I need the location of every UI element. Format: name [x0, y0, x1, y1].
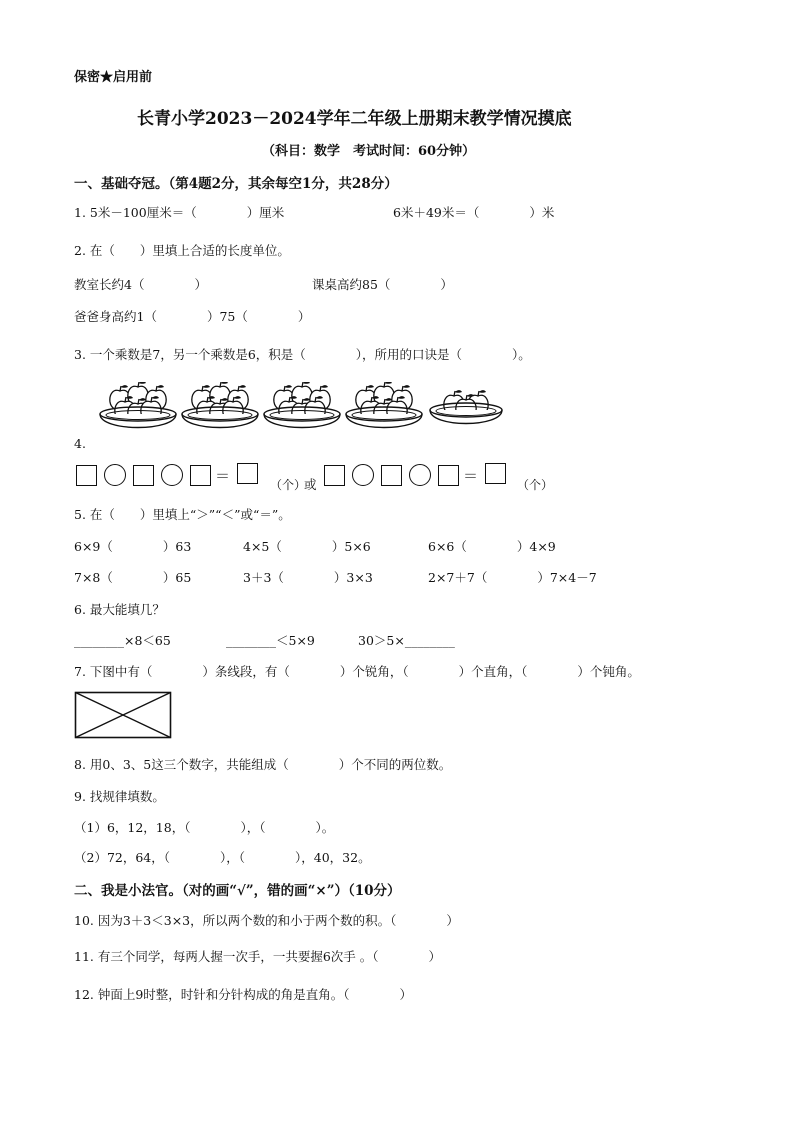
q6-item: 30＞5×________: [358, 633, 455, 648]
answer-box[interactable]: [381, 465, 402, 486]
question-2a: 教室长约4（ ）: [74, 277, 207, 292]
q5-item: 3＋3（ ）3×3: [243, 570, 373, 585]
question-10: 10. 因为3＋3＜3×3，所以两个数的和小于两个数的积。（ ）: [74, 913, 459, 928]
question-6: 6. 最大能填几？: [74, 602, 165, 617]
segment-figure: [74, 691, 172, 739]
section1-heading: 一、基础夺冠。（第4题2分，其余每空1分，共28分）: [74, 176, 398, 192]
q6-item: ________×8＜65: [74, 633, 171, 648]
question-4: 4.: [74, 436, 86, 451]
apple-plate-icon: [100, 382, 176, 428]
question-1b: 6米＋49米＝（ ）米: [393, 205, 555, 220]
answer-box[interactable]: [438, 465, 459, 486]
or-label: 或: [304, 477, 317, 492]
question-2c: 爸爸身高约1（ ）75（ ）: [74, 309, 311, 324]
answer-box[interactable]: [190, 465, 211, 486]
answer-box[interactable]: [237, 463, 258, 484]
unit-label: （个）: [517, 478, 554, 492]
apple-plate-icon: [182, 382, 258, 428]
apple-plates-illustration: [96, 382, 506, 440]
page-title: 长青小学2023－2024学年二年级上册期末教学情况摸底: [137, 109, 572, 129]
question-3: 3. 一个乘数是7，另一个乘数是6，积是（ ），所用的口诀是（ ）。: [74, 347, 531, 362]
question-2b: 课桌高约85（ ）: [312, 277, 453, 292]
operator-circle[interactable]: [161, 464, 183, 486]
question-8: 8. 用0、3、5这三个数字，共能组成（ ）个不同的两位数。: [74, 757, 452, 772]
question-9: 9. 找规律填数。: [74, 789, 165, 804]
equals-sign: ＝: [215, 467, 231, 485]
question-2: 2. 在（ ）里填上合适的长度单位。: [74, 243, 290, 258]
operator-circle[interactable]: [104, 464, 126, 486]
question-11: 11. 有三个同学，每两人握一次手，一共要握6次手 。（ ）: [74, 949, 442, 964]
answer-box[interactable]: [76, 465, 97, 486]
question-5: 5. 在（ ）里填上“＞”“＜”或“＝”。: [74, 507, 291, 522]
question-7: 7. 下图中有（ ）条线段，有（ ）个锐角，（ ）个直角，（ ）个钝角。: [74, 664, 640, 679]
answer-box[interactable]: [485, 463, 506, 484]
q5-item: 6×6（ ）4×9: [428, 539, 556, 554]
equals-sign: ＝: [463, 467, 479, 485]
question-9b: （2）72，64，（ ），（ ），40，32。: [74, 850, 371, 865]
q5-item: 2×7＋7（ ）7×4－7: [428, 570, 597, 585]
q5-item: 7×8（ ）65: [74, 570, 192, 585]
apple-plate-icon: [264, 382, 340, 428]
unit-label: （个）: [270, 478, 307, 492]
confidential-label: 保密★启用前: [74, 70, 153, 85]
apple-plate-icon: [430, 390, 502, 423]
q5-item: 6×9（ ）63: [74, 539, 192, 554]
q6-item: ________＜5×9: [226, 633, 315, 648]
exam-subtitle: （科目：数学 考试时间：60分钟）: [262, 144, 476, 159]
question-1a: 1. 5米－100厘米＝（ ）厘米: [74, 205, 285, 220]
question-12: 12. 钟面上9时整，时针和分针构成的角是直角。（ ）: [74, 987, 413, 1002]
operator-circle[interactable]: [352, 464, 374, 486]
q5-item: 4×5（ ）5×6: [243, 539, 371, 554]
section2-heading: 二、我是小法官。（对的画“√”，错的画“×”）（10分）: [74, 883, 401, 899]
answer-box[interactable]: [324, 465, 345, 486]
apple-plate-icon: [346, 382, 422, 428]
question-9a: （1）6，12，18，（ ），（ ）。: [74, 820, 335, 835]
answer-box[interactable]: [133, 465, 154, 486]
operator-circle[interactable]: [409, 464, 431, 486]
